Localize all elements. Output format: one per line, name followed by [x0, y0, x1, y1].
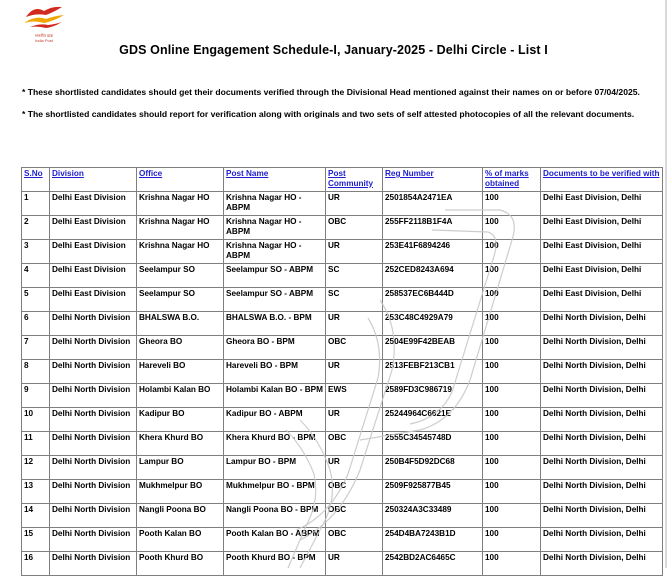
cell-col-post-community: OBC	[326, 528, 383, 552]
cell-col-documents: Delhi North Division, Delhi	[541, 312, 663, 336]
cell-col-reg-number: 254D4BA7243B1D	[383, 528, 483, 552]
note-2: * The shortlisted candidates should report for verification along with originals and two sets of self attested photocopies of all the relevant documents.	[22, 109, 635, 119]
cell-col-post-community: UR	[326, 312, 383, 336]
page-title: GDS Online Engagement Schedule-I, January-2025 - Delhi Circle - List I	[119, 43, 548, 57]
cell-col-division: Delhi North Division	[50, 528, 137, 552]
cell-col-reg-number: 253C48C4929A79	[383, 312, 483, 336]
note-1: * These shortlisted candidates should get their documents verified through the Divisional Head mentioned against their names on or before 07/04/2025.	[22, 87, 640, 97]
table-row	[22, 456, 663, 480]
cell-col-documents: Delhi North Division, Delhi	[541, 432, 663, 456]
cell-col-marks: 100	[483, 552, 541, 576]
cell-col-post-community: UR	[326, 408, 383, 432]
table-row	[22, 504, 663, 528]
cell-col-post-community: UR	[326, 552, 383, 576]
cell-col-post-name: Seelampur SO - ABPM	[224, 264, 326, 288]
cell-col-reg-number: 253E41F6894246	[383, 240, 483, 264]
cell-col-reg-number: 2501854A2471EA	[383, 192, 483, 216]
cell-col-office: Nangli Poona BO	[137, 504, 224, 528]
cell-col-post-community: OBC	[326, 216, 383, 240]
header-col-post-community: Post Community	[326, 168, 383, 192]
cell-col-reg-number: 2542BD2AC6465C	[383, 552, 483, 576]
cell-col-post-name: Mukhmelpur BO - BPM	[224, 480, 326, 504]
cell-col-post-name: Gheora BO - BPM	[224, 336, 326, 360]
cell-col-reg-number: 252CED8243A694	[383, 264, 483, 288]
cell-col-office: Krishna Nagar HO	[137, 216, 224, 240]
cell-col-post-community: UR	[326, 456, 383, 480]
cell-col-sno: 11	[22, 432, 50, 456]
header-col-post-name: Post Name	[224, 168, 326, 192]
cell-col-documents: Delhi East Division, Delhi	[541, 264, 663, 288]
cell-col-documents: Delhi North Division, Delhi	[541, 456, 663, 480]
table-header-row	[22, 168, 663, 192]
cell-col-office: Kadipur BO	[137, 408, 224, 432]
cell-col-post-name: Khera Khurd BO - BPM	[224, 432, 326, 456]
cell-col-division: Delhi North Division	[50, 456, 137, 480]
header-col-sno: S.No	[22, 168, 50, 192]
cell-col-post-name: Lampur BO - BPM	[224, 456, 326, 480]
cell-col-documents: Delhi North Division, Delhi	[541, 504, 663, 528]
cell-col-office: Hareveli BO	[137, 360, 224, 384]
cell-col-sno: 5	[22, 288, 50, 312]
cell-col-reg-number: 2555C34545748D	[383, 432, 483, 456]
table-row	[22, 384, 663, 408]
cell-col-marks: 100	[483, 240, 541, 264]
cell-col-post-name: Krishna Nagar HO - ABPM	[224, 192, 326, 216]
cell-col-post-community: OBC	[326, 432, 383, 456]
cell-col-reg-number: 2589FD3C986719	[383, 384, 483, 408]
cell-col-documents: Delhi East Division, Delhi	[541, 192, 663, 216]
cell-col-marks: 100	[483, 504, 541, 528]
cell-col-office: Seelampur SO	[137, 288, 224, 312]
header-col-office: Office	[137, 168, 224, 192]
cell-col-marks: 100	[483, 384, 541, 408]
cell-col-office: Krishna Nagar HO	[137, 240, 224, 264]
cell-col-marks: 100	[483, 456, 541, 480]
cell-col-sno: 14	[22, 504, 50, 528]
cell-col-sno: 1	[22, 192, 50, 216]
table-row	[22, 288, 663, 312]
cell-col-documents: Delhi North Division, Delhi	[541, 480, 663, 504]
cell-col-sno: 4	[22, 264, 50, 288]
cell-col-division: Delhi North Division	[50, 384, 137, 408]
table-row	[22, 408, 663, 432]
cell-col-division: Delhi North Division	[50, 360, 137, 384]
cell-col-documents: Delhi North Division, Delhi	[541, 336, 663, 360]
cell-col-documents: Delhi North Division, Delhi	[541, 552, 663, 576]
cell-col-reg-number: 2504E99F42BEAB	[383, 336, 483, 360]
cell-col-division: Delhi East Division	[50, 264, 137, 288]
cell-col-marks: 100	[483, 216, 541, 240]
cell-col-reg-number: 2513FEBF213CB1	[383, 360, 483, 384]
cell-col-post-name: Nangli Poona BO - BPM	[224, 504, 326, 528]
cell-col-division: Delhi North Division	[50, 504, 137, 528]
cell-col-division: Delhi North Division	[50, 552, 137, 576]
cell-col-post-name: Krishna Nagar HO - ABPM	[224, 216, 326, 240]
cell-col-post-name: BHALSWA B.O. - BPM	[224, 312, 326, 336]
header-col-division: Division	[50, 168, 137, 192]
cell-col-division: Delhi North Division	[50, 408, 137, 432]
cell-col-post-name: Krishna Nagar HO - ABPM	[224, 240, 326, 264]
table-row	[22, 240, 663, 264]
cell-col-reg-number: 25244964C6621E	[383, 408, 483, 432]
cell-col-office: Pooth Khurd BO	[137, 552, 224, 576]
cell-col-post-name: Pooth Khurd BO - BPM	[224, 552, 326, 576]
table-row	[22, 480, 663, 504]
header-col-reg-number: Reg Number	[383, 168, 483, 192]
cell-col-sno: 12	[22, 456, 50, 480]
notes	[22, 83, 642, 127]
cell-col-office: Mukhmelpur BO	[137, 480, 224, 504]
cell-col-post-community: UR	[326, 192, 383, 216]
cell-col-sno: 10	[22, 408, 50, 432]
cell-col-post-community: OBC	[326, 480, 383, 504]
cell-col-sno: 8	[22, 360, 50, 384]
cell-col-sno: 9	[22, 384, 50, 408]
cell-col-documents: Delhi North Division, Delhi	[541, 384, 663, 408]
cell-col-sno: 6	[22, 312, 50, 336]
cell-col-reg-number: 250324A3C33489	[383, 504, 483, 528]
table-body	[22, 192, 663, 576]
cell-col-reg-number: 250B4F5D92DC68	[383, 456, 483, 480]
cell-col-division: Delhi North Division	[50, 480, 137, 504]
table-row	[22, 264, 663, 288]
cell-col-sno: 2	[22, 216, 50, 240]
table-row	[22, 192, 663, 216]
cell-col-marks: 100	[483, 480, 541, 504]
cell-col-sno: 7	[22, 336, 50, 360]
cell-col-documents: Delhi North Division, Delhi	[541, 360, 663, 384]
cell-col-division: Delhi North Division	[50, 312, 137, 336]
table-row	[22, 552, 663, 576]
cell-col-division: Delhi East Division	[50, 192, 137, 216]
cell-col-marks: 100	[483, 192, 541, 216]
cell-col-documents: Delhi East Division, Delhi	[541, 216, 663, 240]
india-post-logo	[20, 3, 68, 33]
table-row	[22, 360, 663, 384]
candidates-table	[21, 167, 663, 576]
table-row	[22, 312, 663, 336]
cell-col-division: Delhi East Division	[50, 240, 137, 264]
cell-col-post-community: OBC	[326, 336, 383, 360]
cell-col-marks: 100	[483, 288, 541, 312]
cell-col-office: Lampur BO	[137, 456, 224, 480]
cell-col-post-community: UR	[326, 360, 383, 384]
cell-col-office: Pooth Kalan BO	[137, 528, 224, 552]
cell-col-sno: 13	[22, 480, 50, 504]
cell-col-post-community: UR	[326, 240, 383, 264]
cell-col-post-community: OBC	[326, 504, 383, 528]
cell-col-division: Delhi East Division	[50, 288, 137, 312]
cell-col-office: Gheora BO	[137, 336, 224, 360]
cell-col-documents: Delhi North Division, Delhi	[541, 408, 663, 432]
cell-col-division: Delhi East Division	[50, 216, 137, 240]
cell-col-post-name: Holambi Kalan BO - BPM	[224, 384, 326, 408]
cell-col-documents: Delhi East Division, Delhi	[541, 240, 663, 264]
cell-col-marks: 100	[483, 432, 541, 456]
cell-col-marks: 100	[483, 312, 541, 336]
cell-col-sno: 16	[22, 552, 50, 576]
cell-col-division: Delhi North Division	[50, 336, 137, 360]
table-row	[22, 432, 663, 456]
cell-col-sno: 3	[22, 240, 50, 264]
table-row	[22, 528, 663, 552]
table-row	[22, 336, 663, 360]
cell-col-reg-number: 2509F925877B45	[383, 480, 483, 504]
header-col-documents: Documents to be verified with	[541, 168, 663, 192]
cell-col-office: Holambi Kalan BO	[137, 384, 224, 408]
cell-col-documents: Delhi East Division, Delhi	[541, 288, 663, 312]
cell-col-post-community: SC	[326, 264, 383, 288]
table-row	[22, 216, 663, 240]
cell-col-post-name: Pooth Kalan BO - ABPM	[224, 528, 326, 552]
cell-col-marks: 100	[483, 528, 541, 552]
cell-col-office: BHALSWA B.O.	[137, 312, 224, 336]
cell-col-post-name: Kadipur BO - ABPM	[224, 408, 326, 432]
cell-col-reg-number: 258537EC6B444D	[383, 288, 483, 312]
cell-col-documents: Delhi North Division, Delhi	[541, 528, 663, 552]
cell-col-marks: 100	[483, 264, 541, 288]
cell-col-office: Khera Khurd BO	[137, 432, 224, 456]
cell-col-post-community: EWS	[326, 384, 383, 408]
cell-col-marks: 100	[483, 408, 541, 432]
cell-col-post-name: Seelampur SO - ABPM	[224, 288, 326, 312]
cell-col-office: Krishna Nagar HO	[137, 192, 224, 216]
cell-col-marks: 100	[483, 360, 541, 384]
cell-col-post-name: Hareveli BO - BPM	[224, 360, 326, 384]
cell-col-reg-number: 255FF2118B1F4A	[383, 216, 483, 240]
logo-text: भारतीय डाक India Post	[34, 33, 54, 43]
cell-col-division: Delhi North Division	[50, 432, 137, 456]
cell-col-office: Seelampur SO	[137, 264, 224, 288]
cell-col-post-community: SC	[326, 288, 383, 312]
header-col-marks: % of marks obtained	[483, 168, 541, 192]
cell-col-sno: 15	[22, 528, 50, 552]
cell-col-marks: 100	[483, 336, 541, 360]
